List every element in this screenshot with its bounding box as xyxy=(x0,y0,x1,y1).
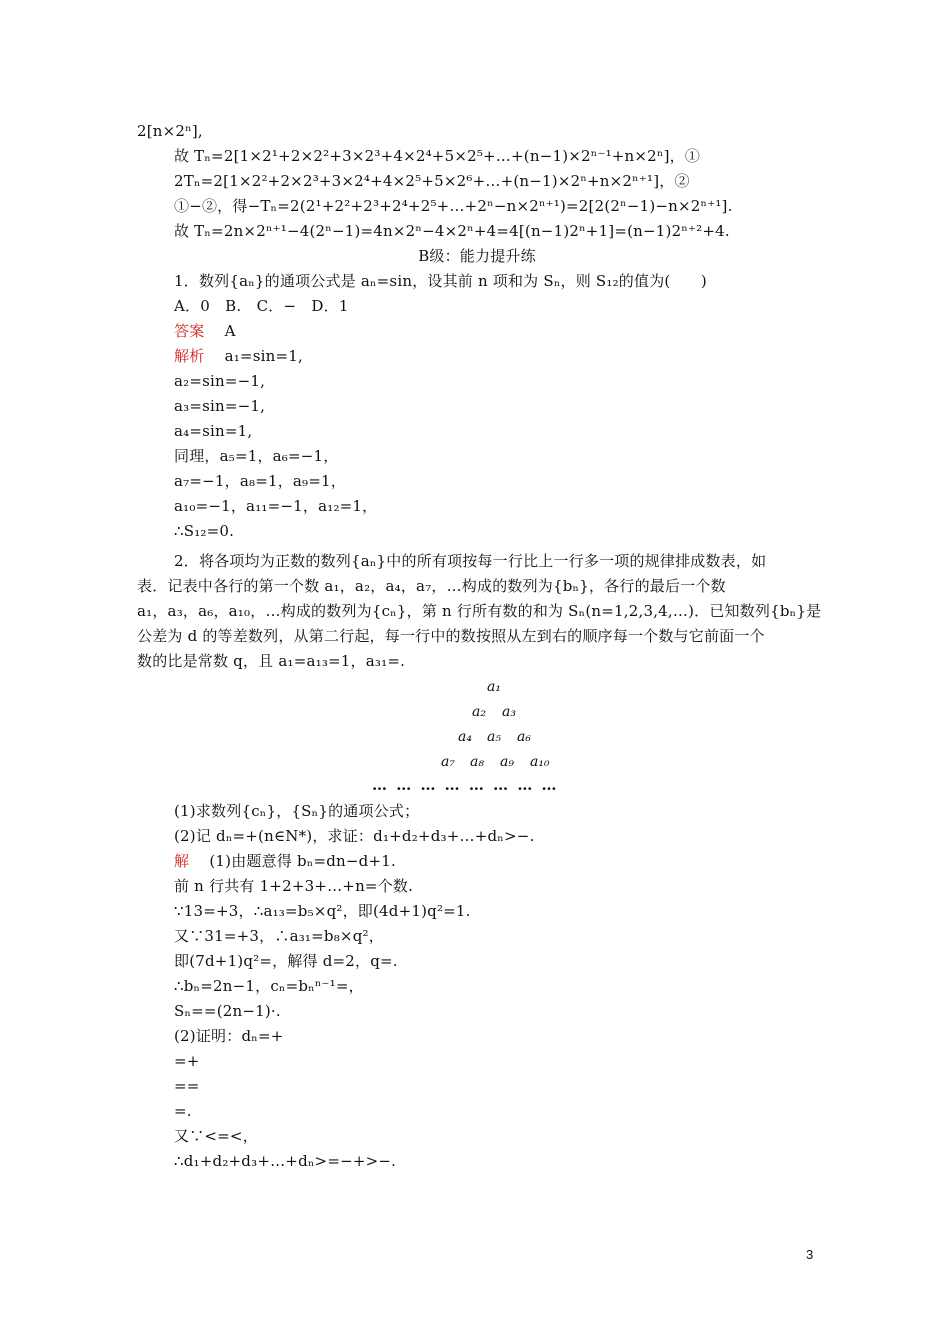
text-line: 2Tₙ=2[1×2²+2×2³+3×2⁴+4×2⁵+5×2⁶+…+(n−1)×2ⁿ+n×2ⁿ⁺¹]，② xyxy=(174,172,690,190)
text-line: 又∵31=+3，∴a₃₁=b₈×q²， xyxy=(174,927,384,945)
text-line: a₂=sin=−1, xyxy=(174,372,266,390)
text-line: a₄=sin=1, xyxy=(174,422,253,440)
text-line: ∴d₁+d₂+d₃+…+dₙ>=−+>−. xyxy=(174,1152,397,1170)
text-line: == xyxy=(174,1077,200,1095)
question-2-line: 公差为 d 的等差数列，从第二行起，每一行中的数按照从左到右的顺序每一个数与它前面一个 xyxy=(137,627,765,645)
text-line: Sₙ==(2n−1)·. xyxy=(174,1002,281,1020)
analysis-label: 解析 xyxy=(174,347,205,365)
table-cell: a₆ xyxy=(517,729,531,745)
question-1-options: A．0 B. C．− D．1 xyxy=(174,297,349,315)
table-ellipsis-row: … … … … … … … … xyxy=(372,776,559,794)
table-cell: a₂ xyxy=(472,704,486,720)
text-line: 前 n 行共有 1+2+3+…+n=个数. xyxy=(174,877,414,895)
text-line: (2)记 dₙ=+(n∈N*)，求证：d₁+d₂+d₃+…+dₙ>−. xyxy=(174,827,535,845)
text-line: ∵13=+3，∴a₁₃=b₅×q²，即(4d+1)q²=1. xyxy=(174,902,471,920)
question-1: 1．数列{aₙ}的通项公式是 aₙ=sin，设其前 n 项和为 Sₙ，则 S₁₂的值为( ) xyxy=(174,272,707,290)
solution-line xyxy=(174,851,396,871)
text-line: ∴bₙ=2n−1，cₙ=bₙⁿ⁻¹=， xyxy=(174,977,364,995)
text-line: 同理，a₅=1，a₆=−1， xyxy=(174,447,339,465)
text-line: a₃=sin=−1, xyxy=(174,397,266,415)
table-cell: a₄ xyxy=(458,729,472,745)
page-number: 3 xyxy=(806,1247,814,1262)
solution-label: 解 xyxy=(174,852,190,870)
table-cell: a₇ xyxy=(441,754,455,770)
text-line: ①−②，得−Tₙ=2(2¹+2²+2³+2⁴+2⁵+…+2ⁿ−n×2ⁿ⁺¹)=2[2(2ⁿ−1)−n×2ⁿ⁺¹]. xyxy=(174,197,733,215)
text-line: =+ xyxy=(174,1052,200,1070)
table-cell: a₈ xyxy=(470,754,484,770)
table-cell: a₁ xyxy=(487,679,501,695)
table-cell: a₃ xyxy=(502,704,516,720)
text-line: ∴S₁₂=0. xyxy=(174,522,235,540)
text-line: a₁₀=−1，a₁₁=−1，a₁₂=1， xyxy=(174,497,378,515)
analysis-value: a₁=sin=1, xyxy=(224,347,303,365)
table-cell: a₁₀ xyxy=(530,754,550,770)
text-line: 故 Tₙ=2n×2ⁿ⁺¹−4(2ⁿ−1)=4n×2ⁿ−4×2ⁿ+4=4[(n−1)2ⁿ+1]=(n−1)2ⁿ⁺²+4. xyxy=(174,222,730,240)
text-line: 2[n×2ⁿ], xyxy=(137,122,203,140)
table-cell: a₅ xyxy=(487,729,501,745)
text-line: a₇=−1，a₈=1，a₉=1， xyxy=(174,472,346,490)
answer-value: A xyxy=(224,322,236,340)
answer-line xyxy=(174,321,236,341)
analysis-line xyxy=(174,346,303,366)
answer-label: 答案 xyxy=(174,322,205,340)
solution-value: (1)由题意得 bₙ=dn−d+1. xyxy=(209,852,396,870)
text-line: 即(7d+1)q²=，解得 d=2，q=. xyxy=(174,952,398,970)
text-line: (1)求数列{cₙ}，{Sₙ}的通项公式； xyxy=(174,802,420,820)
text-line: (2)证明：dₙ=+ xyxy=(174,1027,284,1045)
text-line: 又∵<=<， xyxy=(174,1127,258,1145)
section-heading: B级：能力提升练 xyxy=(418,247,536,265)
text-line: =. xyxy=(174,1102,192,1120)
question-2-line: 2．将各项均为正数的数列{aₙ}中的所有项按每一行比上一行多一项的规律排成数表，如 xyxy=(174,552,767,570)
question-2-line: 表．记表中各行的第一个数 a₁，a₂，a₄，a₇，…构成的数列为{bₙ}，各行的最后一个数 xyxy=(137,577,726,595)
table-cell: a₉ xyxy=(500,754,514,770)
question-2-line: a₁，a₃，a₆，a₁₀，…构成的数列为{cₙ}，第 n 行所有数的和为 Sₙ(n=1,2,3,4,…)．已知数列{bₙ}是 xyxy=(137,602,822,620)
question-2-line: 数的比是常数 q，且 a₁=a₁₃=1，a₃₁=. xyxy=(137,652,406,670)
text-line: 故 Tₙ=2[1×2¹+2×2²+3×2³+4×2⁴+5×2⁵+…+(n−1)×2ⁿ⁻¹+n×2ⁿ]，① xyxy=(174,147,701,165)
